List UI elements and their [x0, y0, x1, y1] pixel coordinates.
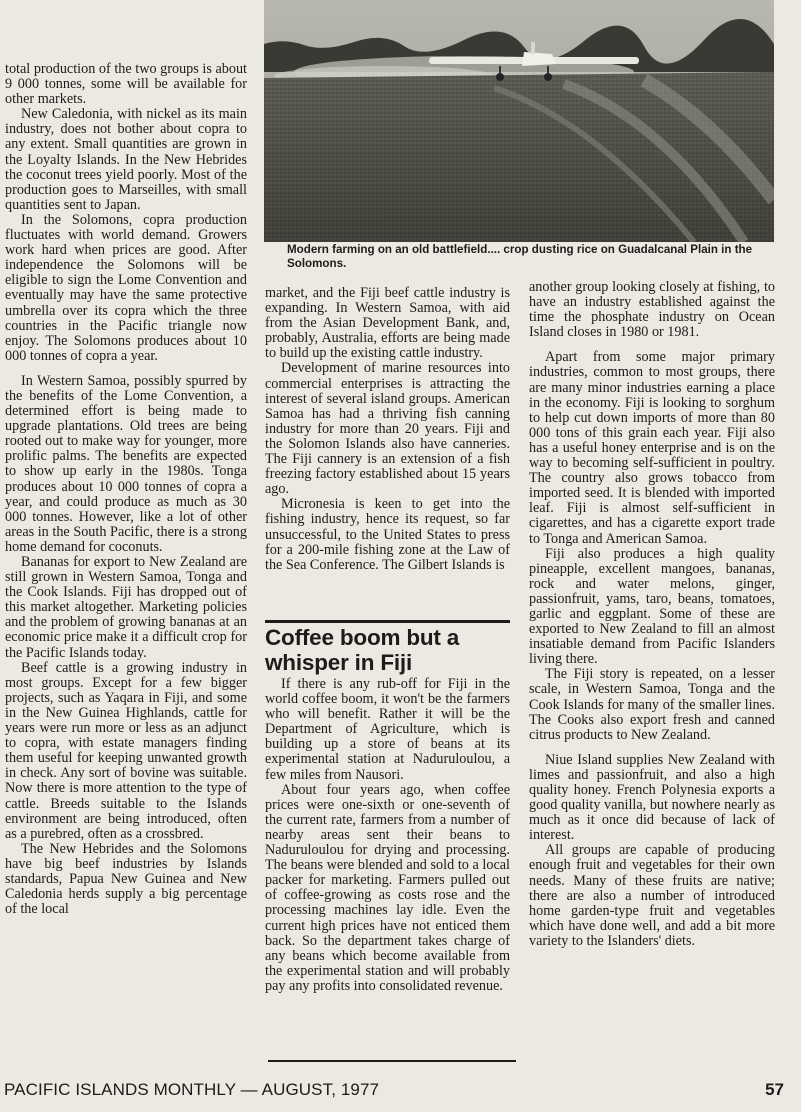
paragraph: Niue Island supplies New Zealand with limes and passionfruit, and also a high quality honey. French Polynesia exports a good quality vanilla, but nowhere nearly as much as it once did because of lack of interest. [529, 751, 775, 844]
paragraph: All groups are capable of producing enough fruit and vegetables for their own needs. Many of these fruits are native; there are also a number of introduced home garden-type fruit and vegetables which have done well, and add a bit more variety to the Islanders' diets. [529, 842, 775, 949]
paragraph: In Western Samoa, possibly spurred by the benefits of the Lome Convention, a determined effort is being made to upgrade plantations. Old trees are being rooted out to make way for younger, more prolific palms. The benefits are expected to show up early in the 1980s. Tonga produces about 10 000 tonnes of copra a year, and could produce as much as 30 000 tonnes. However, like a lot of other areas in the South Pacific, there is a strong home demand for coconuts. [5, 372, 247, 555]
column-2-article [265, 677, 510, 994]
crop-dusting-photo [264, 0, 774, 242]
paragraph: Apart from some major primary industries, common to most groups, there are many minor industries earning a place in the economy. Fiji is looking to sorghum to help cut down imports of more than 80 000 tons of this grain each year. Fiji also has a useful honey enterprise and is on the way to becoming self-sufficient in poultry. The country also grows tobacco from imported seed. It is blended with imported leaf. Fiji is almost self-sufficient in cigarettes, and has a cigarette export trade to Tonga and American Samoa. [529, 349, 775, 547]
paragraph: Fiji also produces a high quality pineapple, excellent mangoes, bananas, rock and water melons, ginger, passionfruit, yams, taro, beans, tomatoes, garlic and eggplant. Some of these are exported to New Zealand to fill an almost insatiable demand from Pacific Islanders living there. [529, 545, 775, 668]
paragraph: another group looking closely at fishing, to have an industry established against the time the phosphate industry on Ocean Island closes in 1980 or 1981. [529, 279, 775, 341]
column-2 [265, 286, 510, 573]
photo-caption: Modern farming on an old battlefield.... crop dusting rice on Guadalcanal Plain in the Solomons. [287, 243, 753, 270]
paragraph: New Caledonia, with nickel as its main industry, does not bother about copra to any extent. Small quantities are grown in the Loyalty Islands. In the New Hebrides the coconut trees yield poorly. Most of the production goes to Marseilles, with small quantities sent to Japan. [5, 106, 247, 213]
paragraph: Beef cattle is a growing industry in most groups. Except for a few bigger projects, such as Yaqara in Fiji, and some in the New Guinea Highlands, cattle for years were run more or less as an adjunct to copra, with estate managers finding them useful for keeping unwanted growth in check. Any sort of bovine was suitable. Now there is more attention to the type of cattle. Breeds suitable to the Islands environment are being introduced, often as a purebred, often as a crossbred. [5, 659, 247, 842]
article-headline: Coffee boom but a whisper in Fiji [265, 625, 460, 675]
paragraph: Development of marine resources into commercial enterprises is attracting the interest of several island groups. American Samoa has had a thriving fish canning industry for more than 20 years. Fiji and the Solomon Islands also have canneries. The Fiji cannery is an extension of a fish freezing factory established about 15 years ago. [265, 360, 510, 498]
column-3 [529, 280, 775, 949]
article-end-rule [268, 1060, 516, 1062]
paragraph: In the Solomons, copra production fluctuates with world demand. Growers work hard when prices are good. After independence the Solomons will be eligible to sign the Lome Convention and eventually may have the same protective umbrella over its copra which the three countries in the Pacific triangle now enjoy. The Solomons produces about 10 000 tonnes of copra a year. [5, 211, 247, 364]
paragraph: total production of the two groups is about 9 000 tonnes, some will be available for other markets. [5, 61, 247, 108]
paragraph: The New Hebrides and the Solomons have big beef industries by Islands standards, Papua New Guinea and New Caledonia herds supply a big percentage of the local [5, 840, 247, 918]
paragraph: Micronesia is keen to get into the fishing industry, hence its request, so far unsuccessful, to the United States to press for a 200-mile fishing zone at the Law of the Sea Conference. The Gilbert Islands is [265, 496, 510, 573]
column-1 [5, 62, 247, 917]
paragraph: About four years ago, when coffee prices were one-sixth or one-seventh of the current rate, farmers from a number of nearby areas sent their beans to Naduruloulou for drying and processing. The beans were blended and sold to a local packer for marketing. Farmers pulled out of coffee-growing as costs rose and the processing machines lay idle. Even the current high prices have not enticed them back. So the department takes charge of any beans which become available from the experimental station and will probably pay any profits into consolidated revenue. [265, 781, 510, 994]
paragraph: If there is any rub-off for Fiji in the world coffee boom, it won't be the farmers who will benefit. Rather it will be the Department of Agriculture, which is building up a store of beans at its experimental station at Naduruloulou, a few miles from Nausori. [265, 676, 510, 783]
paragraph: The Fiji story is repeated, on a lesser scale, in Western Samoa, Tonga and the Cook Islands for many of the smaller lines. The Cooks also export fresh and canned citrus products to New Zealand. [529, 666, 775, 743]
paragraph: market, and the Fiji beef cattle industry is expanding. In Western Samoa, with aid from the Asian Development Bank, and, probably, Australia, efforts are being made to build up the existing cattle industry. [265, 285, 510, 362]
headline-rule [265, 620, 510, 623]
page-footer [4, 1078, 784, 1102]
publication-title: PACIFIC ISLANDS MONTHLY — AUGUST, 1977 [4, 1080, 380, 1099]
paragraph: Bananas for export to New Zealand are still grown in Western Samoa, Tonga and the Cook Islands. Fiji has dropped out of this market altogether. Marketing policies and the problem of growing bananas at an economic price make it a difficult crop for the Pacific Islands today. [5, 554, 247, 661]
page-number: 57 [765, 1080, 784, 1099]
